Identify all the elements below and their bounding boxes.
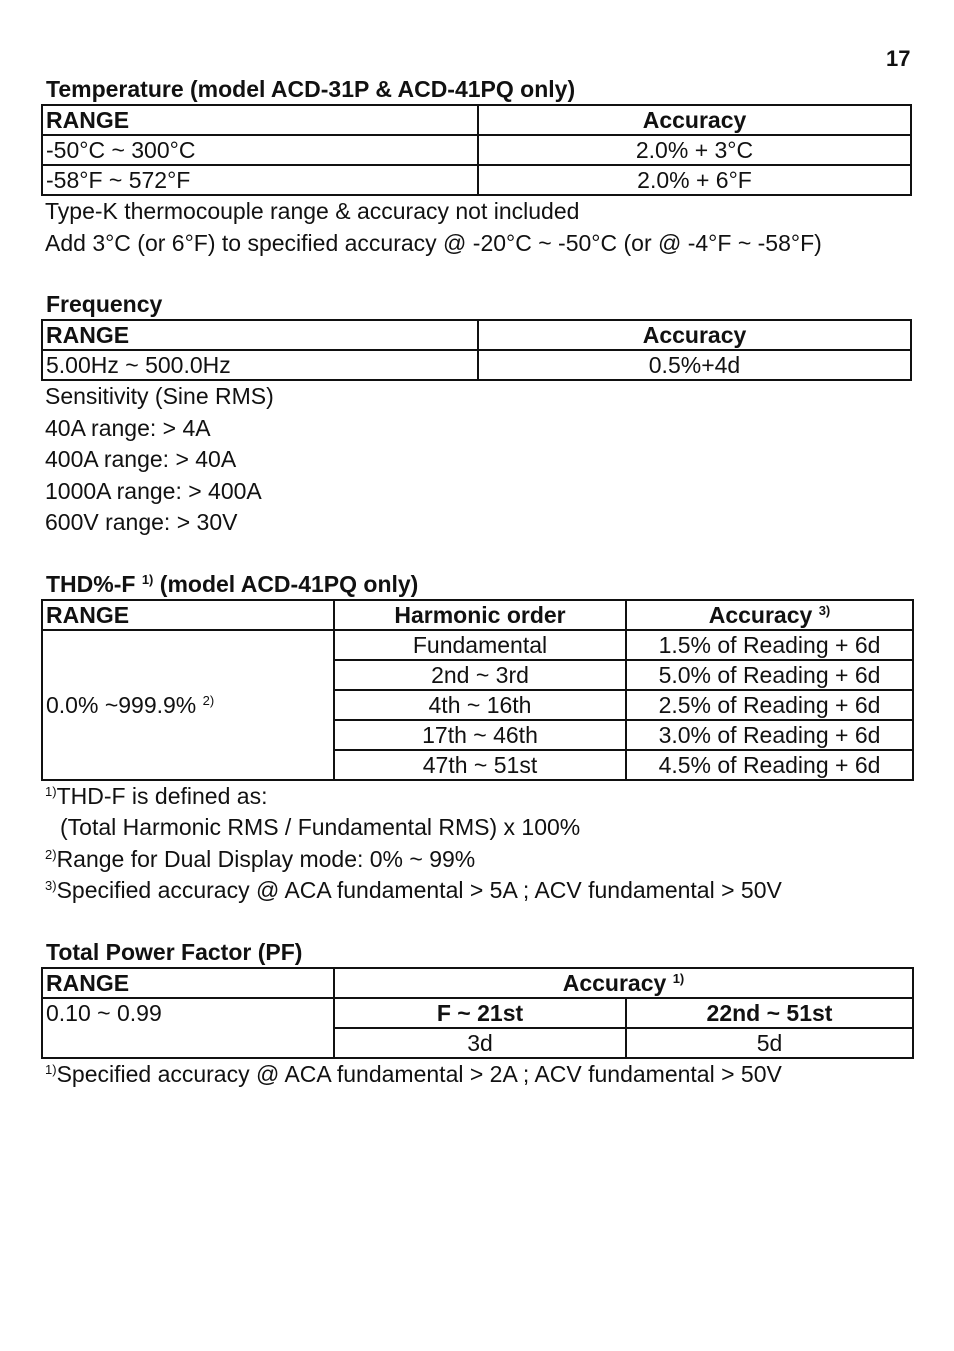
- accuracy-cell: 0.5%+4d: [478, 350, 911, 380]
- footnote-marker: 2): [202, 692, 215, 708]
- table-row: [42, 165, 911, 195]
- pf-title: Total Power Factor (PF): [46, 938, 303, 965]
- footnote-marker: 1): [672, 970, 685, 986]
- accuracy-cell: 2.0% + 3°C: [478, 135, 911, 165]
- note-line: 1000A range: > 400A: [45, 477, 262, 504]
- table-header-row: [42, 105, 911, 135]
- accuracy-header: [626, 600, 913, 630]
- thd-title-model: (model ACD-41PQ only): [153, 570, 419, 597]
- harmonic-order-cell: 2nd ~ 3rd: [334, 660, 626, 690]
- footnote-marker: 3): [45, 878, 57, 893]
- sub-header: 22nd ~ 51st: [626, 998, 913, 1028]
- footnote-marker: 1): [45, 783, 57, 799]
- table-header-row: [42, 968, 913, 998]
- accuracy-cell: 1.5% of Reading + 6d: [626, 630, 913, 660]
- accuracy-header-label: Accuracy: [562, 969, 667, 996]
- accuracy-cell: 3.0% of Reading + 6d: [626, 720, 913, 750]
- note-line: Type-K thermocouple range & accuracy not included: [45, 198, 580, 224]
- range-header: RANGE: [42, 105, 478, 135]
- accuracy-cell: 2.5% of Reading + 6d: [626, 690, 913, 720]
- range-cell: -50°C ~ 300°C: [42, 135, 478, 165]
- thd-title-main: THD%-F: [46, 570, 136, 597]
- accuracy-header: Accuracy: [478, 320, 911, 350]
- harmonic-order-cell: Fundamental: [334, 630, 626, 660]
- range-cell: 0.10 ~ 0.99: [42, 998, 334, 1058]
- spec-content: [41, 74, 914, 1090]
- temperature-table: [41, 104, 912, 196]
- range-header: RANGE: [42, 320, 478, 350]
- footnote-3: [41, 875, 914, 907]
- frequency-title: Frequency: [46, 291, 163, 317]
- accuracy-header: [334, 968, 913, 998]
- harmonic-order-cell: 17th ~ 46th: [334, 720, 626, 750]
- footnote-marker: 1): [141, 571, 154, 587]
- range-cell: -58°F ~ 572°F: [42, 165, 478, 195]
- footnote-text: Range for Dual Display mode: 0% ~ 99%: [56, 845, 476, 872]
- table-header-row: [42, 320, 911, 350]
- page-number: 17: [886, 46, 911, 71]
- footnote-marker: 1): [45, 1061, 57, 1077]
- range-cell: [42, 630, 334, 780]
- frequency-table: [41, 319, 912, 381]
- note-line: Sensitivity (Sine RMS): [45, 383, 274, 409]
- thd-title: [41, 569, 914, 599]
- note-line: 600V range: > 30V: [45, 509, 238, 535]
- footnote-1-continued: (Total Harmonic RMS / Fundamental RMS) x 100%: [60, 814, 581, 840]
- footnote-2: [41, 844, 914, 876]
- range-header: RANGE: [42, 968, 334, 998]
- temperature-title: Temperature (model ACD-31P & ACD-41PQ only): [46, 76, 576, 102]
- accuracy-header: Accuracy: [478, 105, 911, 135]
- table-row: [42, 135, 911, 165]
- footnote-marker: 2): [45, 846, 57, 862]
- accuracy-cell: 5.0% of Reading + 6d: [626, 660, 913, 690]
- note-line: 400A range: > 40A: [45, 446, 237, 472]
- harmonic-order-header: Harmonic order: [334, 600, 626, 630]
- accuracy-cell: 4.5% of Reading + 6d: [626, 750, 913, 780]
- accuracy-cell: 3d: [334, 1028, 626, 1058]
- table-row: [42, 350, 911, 380]
- sub-header: F ~ 21st: [334, 998, 626, 1028]
- thd-table: [41, 599, 914, 781]
- footnote-text: Specified accuracy @ ACA fundamental > 5A ; ACV fundamental > 50V: [56, 877, 782, 903]
- accuracy-cell: 2.0% + 6°F: [478, 165, 911, 195]
- pf-table: [41, 967, 914, 1059]
- footnote-text: THD-F is defined as:: [56, 782, 268, 809]
- footnote-marker: 3): [818, 602, 831, 618]
- table-row: [42, 630, 913, 660]
- note-line: 40A range: > 4A: [45, 414, 211, 441]
- note-line: Add 3°C (or 6°F) to specified accuracy @ -20°C ~ -50°C (or @ -4°F ~ -58°F): [45, 229, 822, 256]
- accuracy-cell: 5d: [626, 1028, 913, 1058]
- table-row: [42, 998, 913, 1028]
- harmonic-order-cell: 4th ~ 16th: [334, 690, 626, 720]
- footnote-1: [41, 781, 914, 813]
- range-value: 0.0% ~999.9%: [46, 691, 197, 718]
- harmonic-order-cell: 47th ~ 51st: [334, 750, 626, 780]
- range-header: RANGE: [42, 600, 334, 630]
- accuracy-header-label: Accuracy: [708, 601, 813, 628]
- table-header-row: [42, 600, 913, 630]
- footnote-text: Specified accuracy @ ACA fundamental > 2A ; ACV fundamental > 50V: [56, 1060, 782, 1087]
- footnote-1: [41, 1059, 914, 1091]
- range-cell: 5.00Hz ~ 500.0Hz: [42, 350, 478, 380]
